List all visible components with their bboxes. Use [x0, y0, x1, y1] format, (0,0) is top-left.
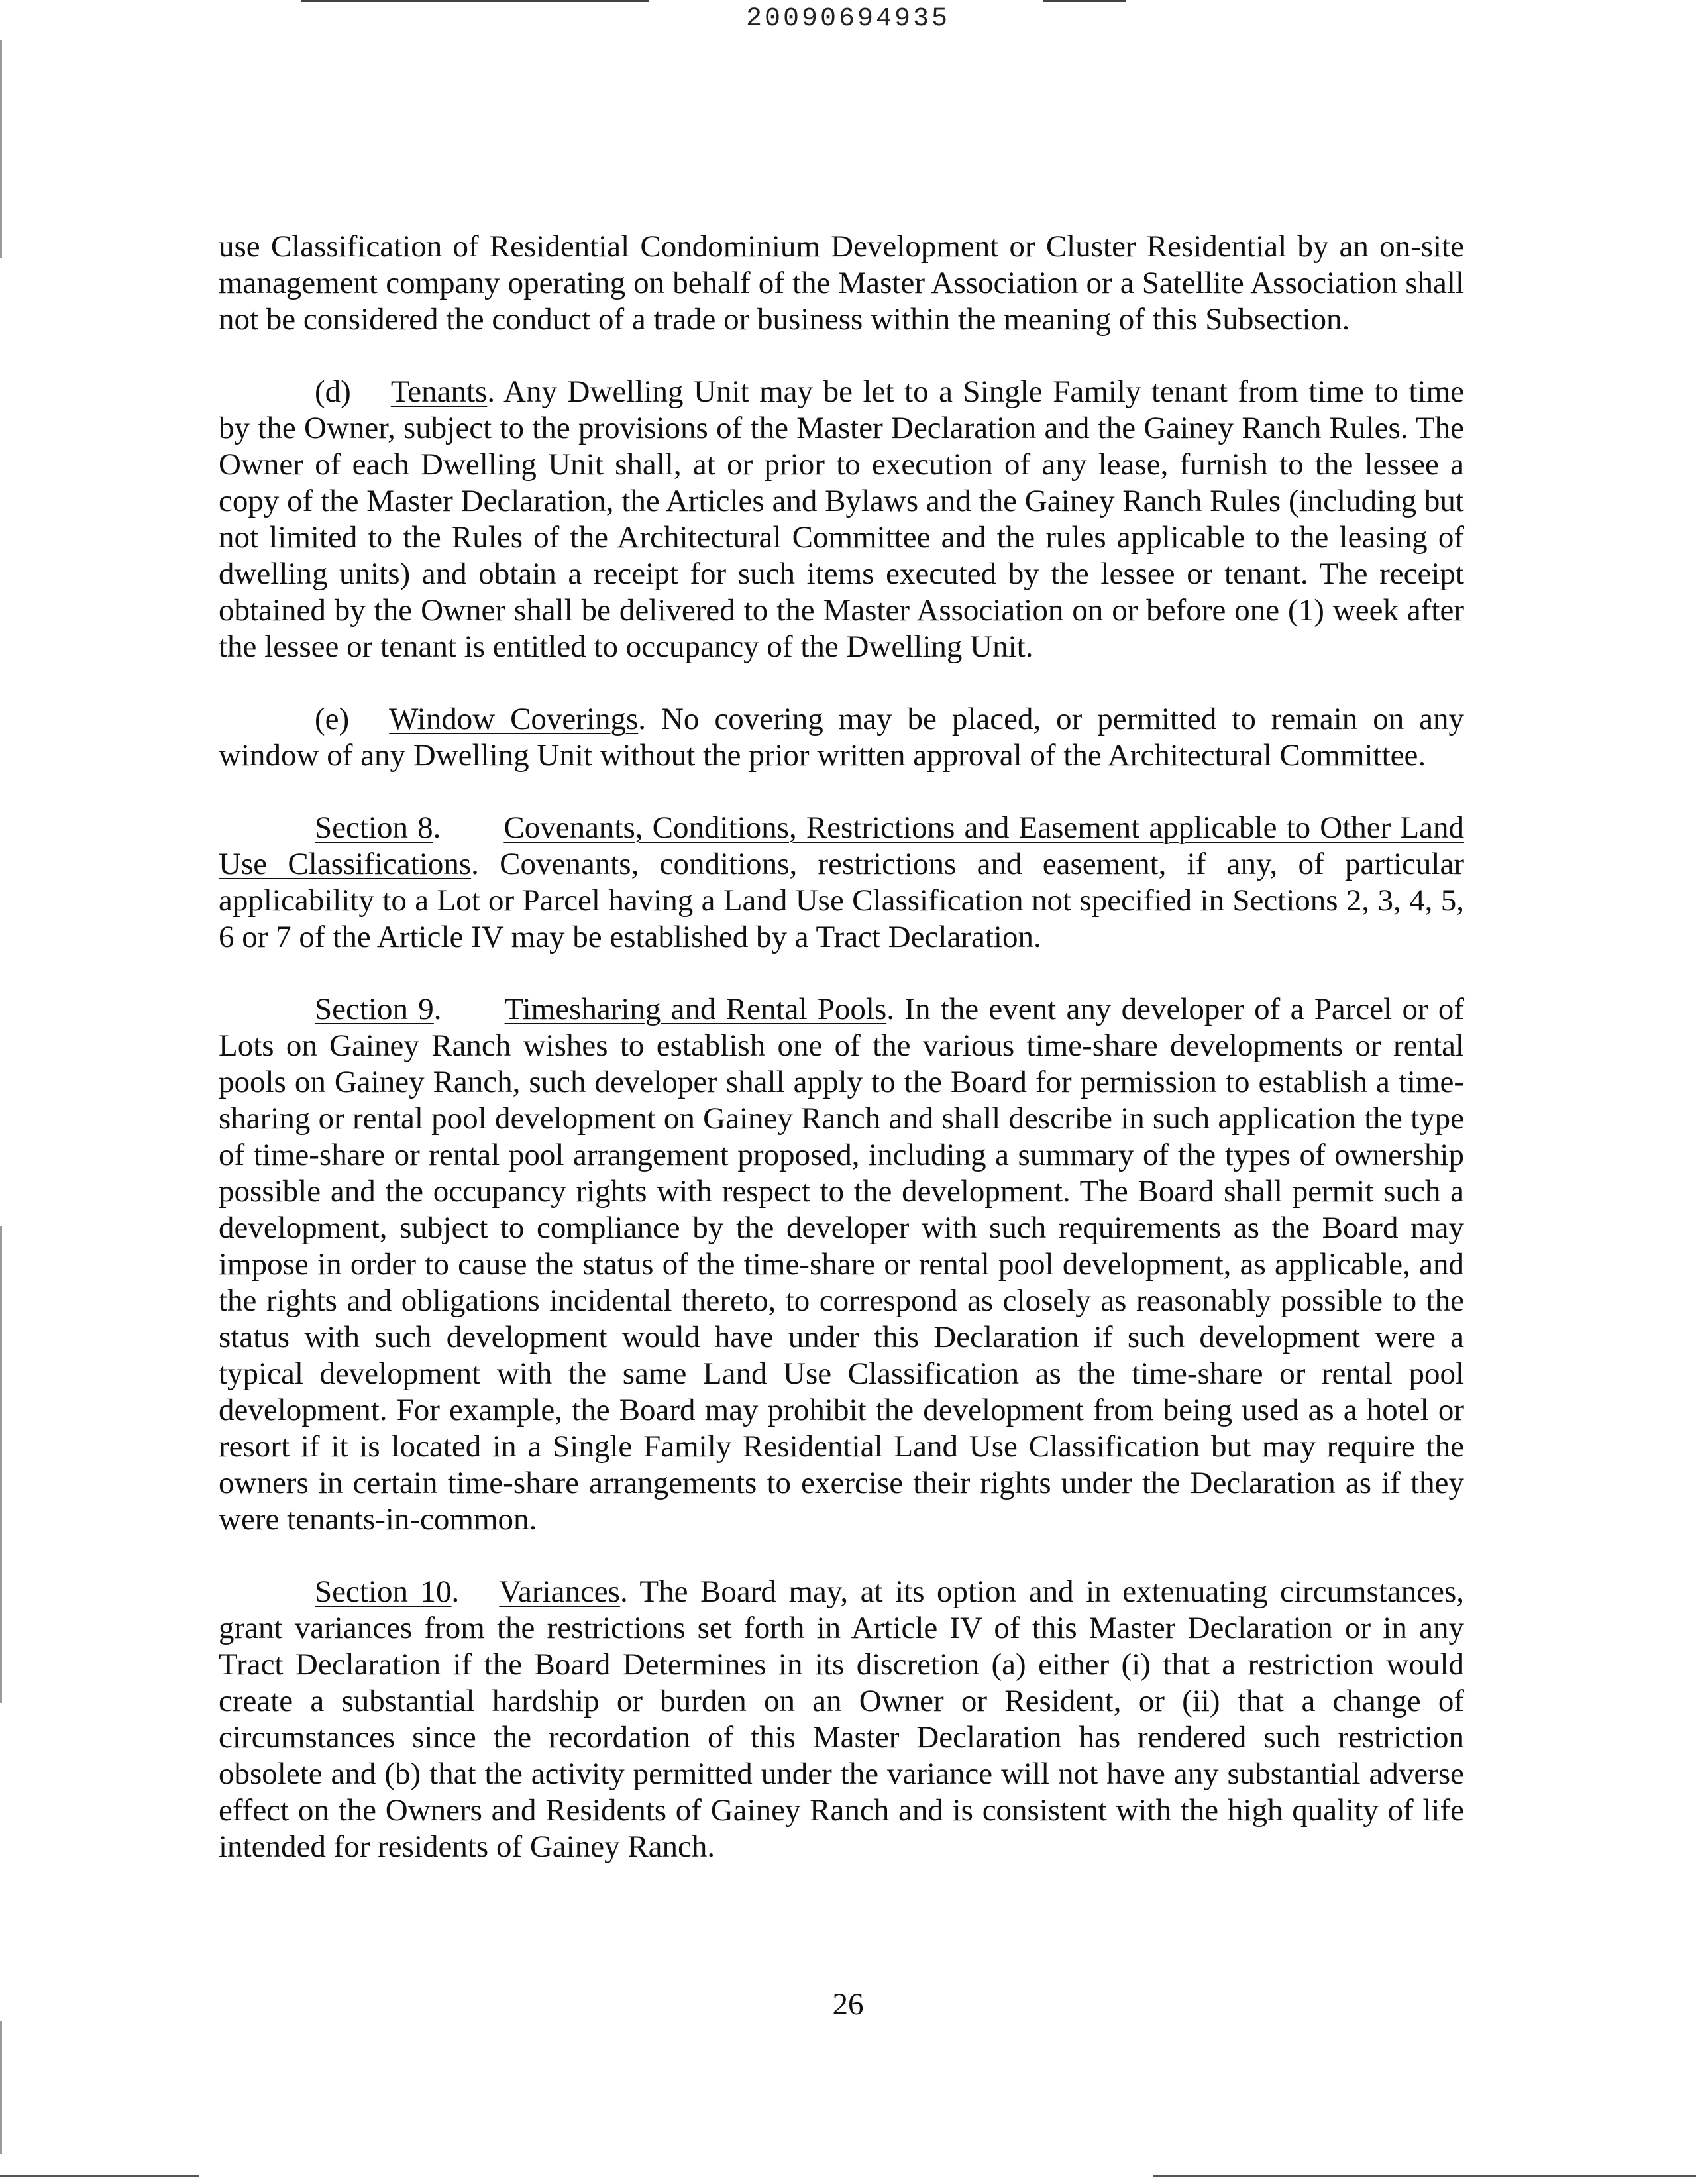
section-10-label: Section 10 — [315, 1574, 452, 1609]
section-9-body: . In the event any developer of a Parcel or of Lots on Gainey Ranch wishes to establish one of the various time-share developments or rental pools on Gainey Ranch, such developer shall apply to the Board for permission to establish a time-sharing or rental pool development on Gainey Ranch and shall describe in such application the type of time-share or rental pool arrangement proposed, including a summary of the types of ownership possible and the occupancy rights with respect to the development. The Board shall permit such a development, subject to compliance by the developer with such requirements as the Board may impose in order to cause the status of the time-share or rental pool development, as applicable, and the rights and obligations incidental thereto, to correspond as closely as reasonably possible to the status with such development would have under this Declaration if such development were a typical development with the same Land Use Classification as the time-share or rental pool development. For example, the Board may prohibit the development from being used as a hotel or resort if it is located in a Single Family Residential Land Use Classification but may require the owners in certain time-share arrangements to exercise their rights under the Declaration as if they were tenants-in-common. — [219, 992, 1465, 1537]
section-8-label: Section 8 — [315, 810, 433, 845]
section-9-paragraph — [219, 991, 1464, 1538]
document-body — [219, 229, 1464, 1901]
scan-edge-mark — [0, 40, 2, 258]
top-scan-rule-right — [1043, 0, 1126, 2]
window-coverings-heading: Window Coverings — [389, 702, 639, 736]
window-coverings-body: . No covering may be placed, or permitted to remain on any window of any Dwelling Unit without the prior written approval of the Architectural Committee. — [219, 702, 1464, 773]
section-8-heading: Covenants, Conditions, Restrictions and Easement applicable to Other Land Use Classifications — [219, 810, 1464, 881]
window-coverings-marker: (e) — [315, 702, 350, 736]
section-10-paragraph — [219, 1574, 1464, 1865]
tenants-heading: Tenants — [390, 374, 488, 409]
section-9-heading: Timesharing and Rental Pools — [504, 992, 887, 1026]
tenants-paragraph — [219, 374, 1464, 665]
top-scan-rule-left — [301, 0, 649, 2]
bottom-scan-rule-left — [0, 2175, 199, 2177]
document-number: 20090694935 — [745, 4, 951, 34]
tenants-body: . Any Dwelling Unit may be let to a Single Family tenant from time to time by the Owner, subject to the provisions of the Master Declaration and the Gainey Ranch Rules. The Owner of each Dwelling Unit shall, at or prior to execution of any lease, furnish to the lessee a copy of the Master Declaration, the Articles and Bylaws and the Gainey Ranch Rules (including but not limited to the Rules of the Architectural Committee and the rules applicable to the leasing of dwelling units) and obtain a receipt for such items executed by the lessee or tenant. The receipt obtained by the Owner shall be delivered to the Master Association on or before one (1) week after the lessee or tenant is entitled to occupancy of the Dwelling Unit. — [219, 374, 1464, 664]
window-coverings-paragraph — [219, 701, 1464, 774]
continuation-text: use Classification of Residential Condominium Development or Cluster Residential by an on-site management company operating on behalf of the Master Association or a Satellite Association shall not be considered the conduct of a trade or business within the meaning of this Subsection. — [219, 229, 1464, 337]
page-number: 26 — [832, 1987, 864, 2022]
section-8-body: . Covenants, conditions, restrictions and easement, if any, of particular applicability to a Lot or Parcel having a Land Use Classification not specified in Sections 2, 3, 4, 5, 6 or 7 of the Article IV may be established by a Tract Declaration. — [219, 847, 1465, 954]
section-9-label: Section 9 — [315, 992, 434, 1026]
section-10-body: . The Board may, at its option and in extenuating circumstances, grant variances from the restrictions set forth in Article IV of this Master Declaration or in any Tract Declaration if the Board Determines in its discretion (a) either (i) that a restriction would create a substantial hardship or burden on an Owner or Resident, or (ii) that a change of circumstances since the recordation of this Master Declaration has rendered such restriction obsolete and (b) that the activity permitted under the variance will not have any substantial adverse effect on the Owners and Residents of Gainey Ranch and is consistent with the high quality of life intended for residents of Gainey Ranch. — [219, 1574, 1464, 1864]
section-10-label-punct: . — [451, 1574, 460, 1609]
scan-edge-mark — [0, 1226, 2, 1703]
section-8-paragraph — [219, 810, 1464, 956]
bottom-scan-rule-right — [1153, 2175, 1696, 2177]
section-9-label-punct: . — [433, 992, 442, 1026]
section-8-label-punct: . — [433, 810, 441, 845]
tenants-marker: (d) — [315, 374, 351, 409]
continuation-paragraph — [219, 229, 1464, 338]
section-10-heading: Variances — [499, 1574, 620, 1609]
scan-edge-mark — [0, 2021, 2, 2154]
